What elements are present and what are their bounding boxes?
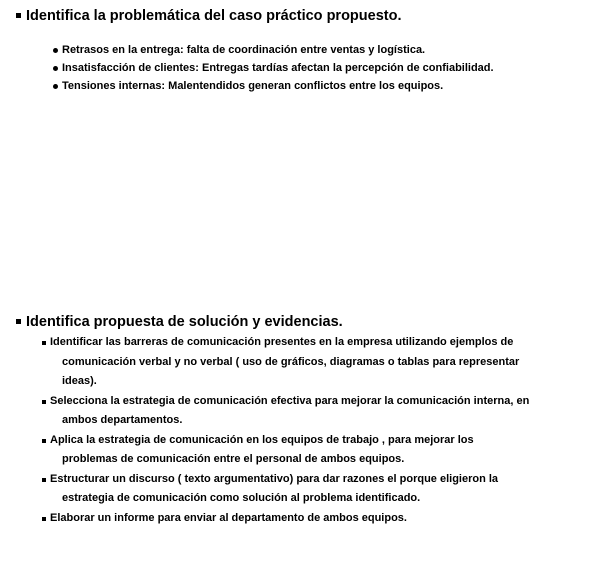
problem-heading [0,6,591,26]
round-bullet-icon [53,84,58,89]
solution-list [0,333,591,528]
problem-list-item [0,59,591,77]
square-bullet-icon [42,478,46,482]
solution-item-line: estrategia de comunicación como solución al problema identificado. [62,492,421,504]
solution-list-item [0,470,591,509]
square-bullet-icon [16,319,21,324]
solution-item-line: Estructurar un discurso ( texto argumentativo) para dar razones el porque eligieron la [50,472,499,485]
problem-heading-text: Identifica la problemática del caso práctico propuesto. [26,8,402,24]
solution-section [0,312,591,528]
problem-list-item [0,77,591,95]
square-bullet-icon [42,517,46,521]
problem-list-item [0,41,591,59]
round-bullet-icon [53,48,58,53]
solution-item-line: Identificar las barreras de comunicación presentes en la empresa utilizando ejemplos de [50,336,514,348]
solution-item-line: ambos departamentos. [62,414,183,426]
square-bullet-icon [42,341,46,345]
solution-list-item [0,392,591,431]
solution-item-line: Selecciona la estrategia de comunicación efectiva para mejorar la comunicación interna, en [50,394,530,407]
problem-section [0,6,591,95]
square-bullet-icon [16,13,21,18]
solution-item-line: problemas de comunicación entre el personal de ambos equipos. [62,453,405,465]
problem-item-text: Tensiones internas: Malentendidos generan conflictos entre los equipos. [62,80,444,92]
solution-item-line: Elaborar un informe para enviar al departamento de ambos equipos. [50,511,407,524]
solution-list-item [0,509,591,529]
solution-item-line: comunicación verbal y no verbal ( uso de gráficos, diagramas o tablas para representar [62,355,520,368]
square-bullet-icon [42,439,46,443]
problem-item-text: Retrasos en la entrega: falta de coordinación entre ventas y logística. [62,44,426,56]
solution-item-line: ideas). [62,375,97,387]
solution-item-line: Aplica la estrategia de comunicación en los equipos de trabajo , para mejorar los [50,433,474,446]
solution-heading-text: Identifica propuesta de solución y evidencias. [26,314,343,330]
problem-item-text: Insatisfacción de clientes: Entregas tardías afectan la percepción de confiabilidad. [62,62,494,74]
solution-list-item [0,431,591,470]
square-bullet-icon [42,400,46,404]
round-bullet-icon [53,66,58,71]
solution-list-item [0,333,591,392]
problem-list [0,41,591,95]
solution-heading [0,312,591,332]
